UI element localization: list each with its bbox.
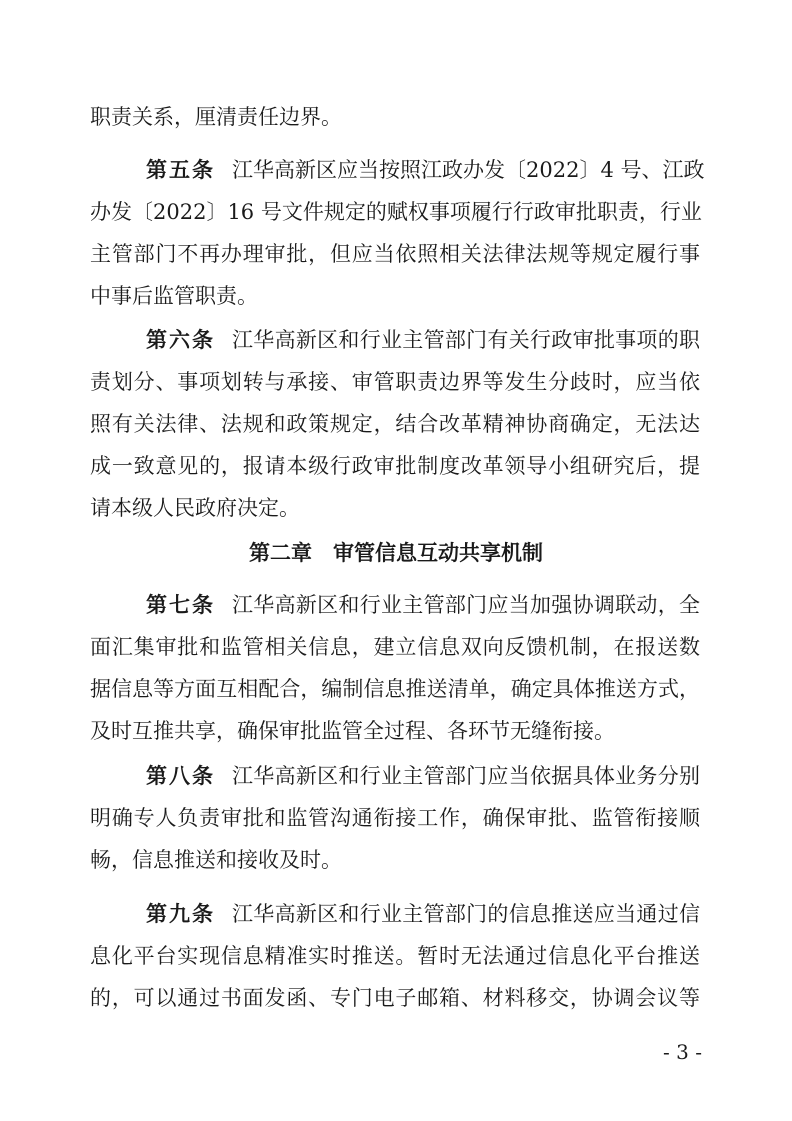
article-6-line-1: 江华高新区和行业主管部门有关行政审批事项的职	[232, 328, 700, 352]
article-5-line-1: 江华高新区应当按照江政办发〔2022〕4 号、江政	[232, 158, 705, 182]
article-9-line-3: 的，可以通过书面发函、专门电子邮箱、材料移交，协调会议等	[90, 986, 700, 1010]
article-5-line-2: 办发〔2022〕16 号文件规定的赋权事项履行行政审批职责，行业	[90, 200, 702, 224]
article-5-line-4: 中事后监管职责。	[90, 284, 258, 308]
article-7-line-1: 江华高新区和行业主管部门应当加强协调联动，全	[232, 593, 700, 617]
paragraph-line: 职责关系，厘清责任边界。	[90, 105, 342, 129]
article-7-line-2: 面汇集审批和监管相关信息，建立信息双向反馈机制，在报送数	[90, 635, 700, 659]
article-8-label: 第八条	[146, 764, 215, 788]
page-number: - 3 -	[663, 1040, 702, 1064]
article-9-label: 第九条	[146, 902, 215, 926]
article-5-line-3: 主管部门不再办理审批，但应当依照相关法律法规等规定履行事	[90, 242, 700, 266]
article-8-line-2: 明确专人负责审批和监管沟通衔接工作，确保审批、监管衔接顺	[90, 806, 700, 830]
article-7-line-4: 及时互推共享，确保审批监管全过程、各环节无缝衔接。	[90, 719, 615, 743]
article-6-line-4: 成一致意见的，报请本级行政审批制度改革领导小组研究后，提	[90, 454, 700, 478]
article-6-line-5: 请本级人民政府决定。	[90, 496, 300, 520]
article-7-label: 第七条	[146, 593, 215, 617]
article-5-label: 第五条	[146, 158, 215, 182]
article-6-line-3: 照有关法律、法规和政策规定，结合改革精神协商确定，无法达	[90, 412, 700, 436]
article-6-label: 第六条	[146, 328, 215, 352]
article-6-line-2: 责划分、事项划转与承接、审管职责边界等发生分歧时，应当依	[90, 370, 700, 394]
article-9-line-1: 江华高新区和行业主管部门的信息推送应当通过信	[232, 902, 700, 926]
article-9-line-2: 息化平台实现信息精准实时推送。暂时无法通过信息化平台推送	[90, 944, 700, 968]
article-8-line-3: 畅，信息推送和接收及时。	[90, 848, 342, 872]
article-8-line-1: 江华高新区和行业主管部门应当依据具体业务分别	[232, 764, 700, 788]
article-7-line-3: 据信息等方面互相配合，编制信息推送清单，确定具体推送方式，	[90, 677, 700, 701]
chapter-heading: 第二章 审管信息互动共享机制	[249, 541, 543, 565]
